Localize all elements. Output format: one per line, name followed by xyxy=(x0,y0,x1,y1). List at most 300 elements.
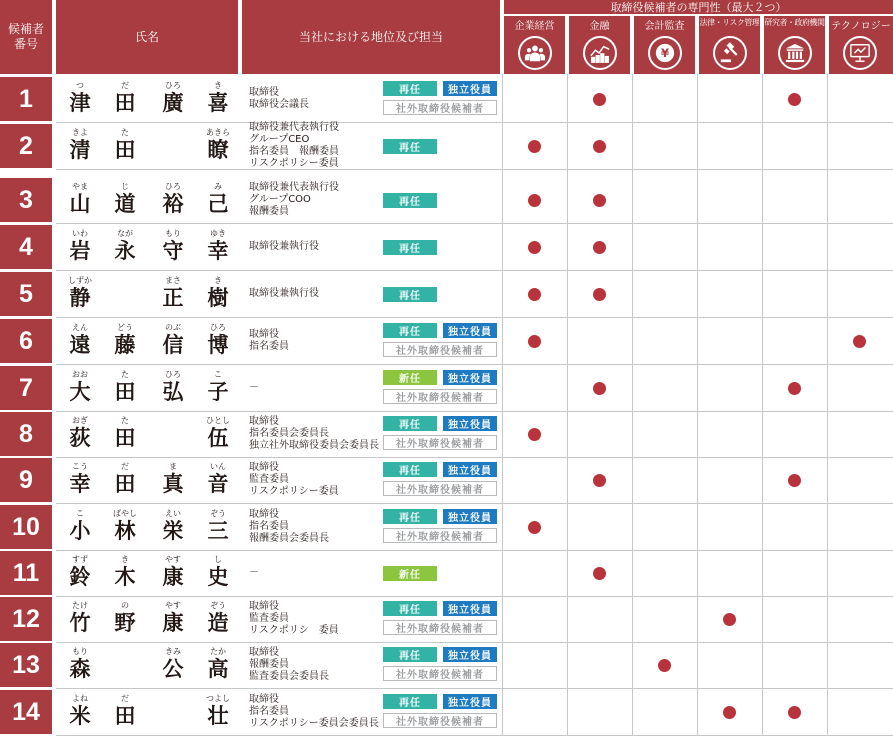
svg-text:¥: ¥ xyxy=(660,46,670,61)
name-reading: ひろ xyxy=(165,182,181,191)
name-reading: だ xyxy=(121,694,129,703)
independent-officer-badge: 独立役員 xyxy=(443,416,497,431)
name-character xyxy=(60,416,100,450)
expertise-mark xyxy=(658,659,671,672)
name-kanji: 真 xyxy=(162,472,184,496)
reappointment-badge: 再任 xyxy=(383,462,437,477)
name-reading: えん xyxy=(72,323,88,332)
expertise-mark xyxy=(528,241,541,254)
name-kanji: 大 xyxy=(69,380,91,404)
name-reading: のぶ xyxy=(165,323,181,332)
role-line: 監査委員 xyxy=(249,613,289,624)
expertise-mark xyxy=(788,93,801,106)
name-reading: じ xyxy=(121,182,129,191)
role-line: 取締役会議長 xyxy=(249,99,309,110)
column-divider xyxy=(697,74,698,736)
name-reading: やす xyxy=(165,555,181,564)
candidate-roles xyxy=(249,567,259,579)
category-label: 金融 xyxy=(589,21,610,32)
name-kanji: 康 xyxy=(162,565,184,589)
name-character xyxy=(153,601,193,635)
name-character xyxy=(105,81,145,115)
name-kanji: 史 xyxy=(207,565,229,589)
role-line: 報酬委員会委員長 xyxy=(249,533,329,544)
name-character xyxy=(105,647,145,657)
gavel-icon xyxy=(713,36,747,70)
role-line: 取締役 xyxy=(249,509,279,520)
expertise-mark xyxy=(788,382,801,395)
name-character xyxy=(105,128,145,162)
name-reading: ひろ xyxy=(210,323,226,332)
name-kanji: 遠 xyxy=(69,333,91,357)
row-divider xyxy=(56,596,893,597)
name-character xyxy=(60,276,100,310)
candidate-number: 3 xyxy=(0,178,52,222)
name-kanji: 林 xyxy=(114,519,136,543)
reappointment-badge: 再任 xyxy=(383,139,437,154)
name-reading: た xyxy=(121,128,129,137)
name-reading: ぞう xyxy=(210,601,226,610)
name-character xyxy=(198,323,238,357)
outside-director-badge: 社外取締役候補者 xyxy=(383,620,497,635)
row-divider xyxy=(56,550,893,551)
header-category xyxy=(634,16,695,74)
candidate-roles xyxy=(249,601,339,637)
candidate-roles xyxy=(249,87,309,111)
reappointment-badge: 再任 xyxy=(383,647,437,662)
candidate-roles xyxy=(249,241,319,253)
name-reading: き xyxy=(214,81,222,90)
candidate-number: 2 xyxy=(0,124,52,168)
name-kanji: 幸 xyxy=(69,472,91,496)
expertise-mark xyxy=(593,140,606,153)
role-line: 監査委員 xyxy=(249,474,289,485)
name-reading: いわ xyxy=(72,229,88,238)
name-character xyxy=(198,462,238,496)
row-divider xyxy=(56,457,893,458)
name-character xyxy=(105,276,145,286)
expertise-mark xyxy=(593,382,606,395)
name-kanji: 野 xyxy=(114,611,136,635)
name-kanji: 音 xyxy=(207,472,229,496)
name-character xyxy=(105,323,145,357)
name-character xyxy=(60,694,100,728)
role-line: 指名委員 報酬委員 xyxy=(249,146,339,157)
name-character xyxy=(153,128,193,138)
name-kanji: 田 xyxy=(114,472,136,496)
candidate-name xyxy=(56,370,238,410)
name-character xyxy=(105,370,145,404)
name-reading: ゆき xyxy=(210,229,226,238)
name-character xyxy=(153,323,193,357)
row-divider xyxy=(56,317,893,318)
name-character xyxy=(198,128,238,162)
outside-director-badge: 社外取締役候補者 xyxy=(383,528,497,543)
people-icon xyxy=(518,36,552,70)
name-kanji: 三 xyxy=(207,519,229,543)
expertise-mark xyxy=(593,194,606,207)
name-reading: あきら xyxy=(206,128,230,137)
name-character xyxy=(60,182,100,216)
expertise-mark xyxy=(593,93,606,106)
name-character xyxy=(105,229,145,263)
name-kanji: 喜 xyxy=(207,91,229,115)
outside-director-badge: 社外取締役候補者 xyxy=(383,100,497,115)
reappointment-badge: 再任 xyxy=(383,323,437,338)
name-character xyxy=(198,81,238,115)
name-character xyxy=(60,229,100,263)
name-kanji: 瞭 xyxy=(207,138,229,162)
expertise-mark xyxy=(528,428,541,441)
reappointment-badge: 再任 xyxy=(383,416,437,431)
outside-director-badge: 社外取締役候補者 xyxy=(383,666,497,681)
role-line: 取締役兼代表執行役 xyxy=(249,122,339,133)
reappointment-badge: 再任 xyxy=(383,81,437,96)
candidate-number: 13 xyxy=(0,643,52,687)
name-reading: ま xyxy=(169,462,177,471)
role-line: 独立社外取締役委員会委員長 xyxy=(249,440,379,451)
name-kanji: 己 xyxy=(207,192,229,216)
candidate-roles xyxy=(249,509,329,545)
expertise-title: 取締役候補者の専門性（最大２つ） xyxy=(610,1,787,14)
name-character xyxy=(105,182,145,216)
new-appointment-badge: 新任 xyxy=(383,566,437,581)
name-character xyxy=(198,182,238,216)
name-kanji: 木 xyxy=(114,565,136,589)
name-reading: の xyxy=(121,601,129,610)
name-kanji: 守 xyxy=(162,239,184,263)
name-character xyxy=(198,276,238,310)
header-number-line1: 候補者 xyxy=(7,22,44,36)
name-character xyxy=(198,509,238,543)
candidate-roles xyxy=(249,694,379,730)
name-kanji: 康 xyxy=(162,611,184,635)
role-line: 取締役 xyxy=(249,87,279,98)
name-kanji: 伍 xyxy=(207,426,229,450)
name-kanji: 裕 xyxy=(162,192,184,216)
role-line: 取締役兼執行役 xyxy=(249,241,319,252)
name-kanji: 栄 xyxy=(162,519,184,543)
name-character xyxy=(60,128,100,162)
header-category xyxy=(569,16,630,74)
yen-icon xyxy=(648,36,682,70)
category-label: 法律・リスク管理 xyxy=(699,18,760,27)
candidate-roles xyxy=(249,462,339,498)
row-divider xyxy=(56,223,893,224)
name-reading: ばやし xyxy=(113,509,137,518)
candidate-number: 5 xyxy=(0,272,52,316)
expertise-mark xyxy=(853,335,866,348)
candidate-number: 8 xyxy=(0,412,52,456)
candidate-name xyxy=(56,694,238,734)
name-reading: おお xyxy=(72,370,88,379)
header-number xyxy=(0,0,52,74)
role-line: グループCOO xyxy=(249,194,311,205)
candidate-name xyxy=(56,462,238,502)
name-kanji: 田 xyxy=(114,380,136,404)
name-reading: ひろ xyxy=(165,81,181,90)
name-reading: やす xyxy=(165,601,181,610)
name-reading: たけ xyxy=(72,601,88,610)
name-reading: しずか xyxy=(68,276,92,285)
independent-officer-badge: 独立役員 xyxy=(443,370,497,385)
name-reading: み xyxy=(214,182,222,191)
role-line: 取締役 xyxy=(249,462,279,473)
candidate-number: 6 xyxy=(0,319,52,363)
expertise-mark xyxy=(788,474,801,487)
row-divider xyxy=(56,169,893,170)
finance-chart-icon xyxy=(583,36,617,70)
name-kanji: 信 xyxy=(162,333,184,357)
name-reading: もり xyxy=(72,647,88,656)
name-character xyxy=(105,462,145,496)
role-line: 取締役 xyxy=(249,601,279,612)
candidate-name xyxy=(56,555,238,595)
category-label: 企業経営 xyxy=(514,21,555,32)
header-category xyxy=(504,16,565,74)
expertise-mark xyxy=(593,474,606,487)
name-kanji: 永 xyxy=(114,239,136,263)
candidate-number: 1 xyxy=(0,77,52,121)
row-divider xyxy=(56,503,893,504)
role-line: グループCEO xyxy=(249,134,310,145)
expertise-mark xyxy=(723,706,736,719)
name-character xyxy=(60,647,100,681)
name-character xyxy=(198,555,238,589)
role-line: 報酬委員 xyxy=(249,206,289,217)
independent-officer-badge: 独立役員 xyxy=(443,601,497,616)
role-line: 取締役 xyxy=(249,647,279,658)
expertise-mark xyxy=(528,335,541,348)
name-reading: き xyxy=(121,555,129,564)
name-kanji: 藤 xyxy=(114,333,136,357)
name-kanji: 清 xyxy=(69,138,91,162)
header-name-label: 氏名 xyxy=(134,29,159,44)
name-character xyxy=(153,694,193,704)
name-character xyxy=(60,81,100,115)
name-character xyxy=(198,416,238,450)
role-line: － xyxy=(249,382,259,393)
reappointment-badge: 再任 xyxy=(383,240,437,255)
category-label: 研究者・政府機関 xyxy=(764,18,825,27)
name-reading xyxy=(105,647,145,657)
candidate-name xyxy=(56,81,238,121)
name-kanji: 博 xyxy=(207,333,229,357)
name-character xyxy=(153,647,193,681)
name-reading: つよし xyxy=(206,694,230,703)
row-divider xyxy=(56,688,893,689)
row-divider xyxy=(56,411,893,412)
name-character xyxy=(153,416,193,426)
name-reading: ひとし xyxy=(206,416,230,425)
outside-director-badge: 社外取締役候補者 xyxy=(383,435,497,450)
name-reading: まさ xyxy=(165,276,181,285)
name-reading: いん xyxy=(210,462,226,471)
role-line: － xyxy=(249,567,259,578)
name-character xyxy=(105,555,145,589)
name-reading: どう xyxy=(117,323,133,332)
name-character xyxy=(60,370,100,404)
name-character xyxy=(153,229,193,263)
independent-officer-badge: 独立役員 xyxy=(443,462,497,477)
role-line: 取締役 xyxy=(249,694,279,705)
name-character xyxy=(153,462,193,496)
name-reading: よね xyxy=(72,694,88,703)
expertise-mark xyxy=(593,567,606,580)
name-kanji: 荻 xyxy=(69,426,91,450)
outside-director-badge: 社外取締役候補者 xyxy=(383,342,497,357)
name-reading: た xyxy=(121,370,129,379)
expertise-mark xyxy=(528,288,541,301)
name-reading: すず xyxy=(71,555,89,564)
role-line: 報酬委員 xyxy=(249,659,289,670)
name-character xyxy=(198,229,238,263)
candidate-name xyxy=(56,323,238,363)
candidate-number: 9 xyxy=(0,458,52,502)
reappointment-badge: 再任 xyxy=(383,601,437,616)
independent-officer-badge: 独立役員 xyxy=(443,647,497,662)
column-divider xyxy=(762,74,763,736)
name-character xyxy=(153,555,193,589)
expertise-mark xyxy=(528,521,541,534)
name-kanji: 田 xyxy=(114,138,136,162)
column-divider xyxy=(502,74,503,736)
independent-officer-badge: 独立役員 xyxy=(443,694,497,709)
header-category xyxy=(764,16,825,74)
name-character xyxy=(105,694,145,728)
expertise-mark xyxy=(788,706,801,719)
role-line: 取締役 xyxy=(249,329,279,340)
name-reading: きよ xyxy=(72,128,88,137)
name-reading: おぎ xyxy=(72,416,88,425)
name-kanji: 津 xyxy=(69,91,91,115)
name-kanji: 小 xyxy=(69,519,91,543)
header-position-label: 当社における地位及び担当 xyxy=(298,29,443,44)
independent-officer-badge: 独立役員 xyxy=(443,323,497,338)
role-line: 取締役 xyxy=(249,416,279,427)
name-kanji: 幸 xyxy=(207,239,229,263)
name-reading xyxy=(153,128,193,138)
column-divider xyxy=(632,74,633,736)
name-character xyxy=(153,370,193,404)
name-character xyxy=(60,323,100,357)
candidate-number: 10 xyxy=(0,505,52,549)
name-reading xyxy=(153,416,193,426)
name-kanji: 壮 xyxy=(207,704,229,728)
computer-icon xyxy=(843,36,877,70)
name-reading: た xyxy=(121,416,129,425)
name-kanji: 廣 xyxy=(162,91,184,115)
name-kanji: 樹 xyxy=(207,286,229,310)
government-building-icon xyxy=(778,36,812,70)
role-line: 指名委員 xyxy=(249,521,289,532)
header-expertise-title xyxy=(504,0,893,14)
name-kanji: 森 xyxy=(69,657,91,681)
name-reading: えい xyxy=(165,509,181,518)
row-divider xyxy=(56,642,893,643)
candidate-name xyxy=(56,128,238,168)
outside-director-badge: 社外取締役候補者 xyxy=(383,481,497,496)
name-reading: だ xyxy=(121,81,129,90)
role-line: 指名委員会委員長 xyxy=(249,428,329,439)
name-reading: ぞう xyxy=(210,509,226,518)
candidate-roles xyxy=(249,182,339,218)
expertise-mark xyxy=(593,288,606,301)
reappointment-badge: 再任 xyxy=(383,193,437,208)
name-character xyxy=(153,81,193,115)
new-appointment-badge: 新任 xyxy=(383,370,437,385)
name-kanji: 田 xyxy=(114,91,136,115)
name-reading: やま xyxy=(72,182,88,191)
name-kanji: 山 xyxy=(69,192,91,216)
name-reading: こ xyxy=(214,370,222,379)
name-kanji: 高 xyxy=(207,657,229,681)
category-label: 会計監査 xyxy=(644,21,685,32)
candidate-roles xyxy=(249,329,289,353)
candidate-name xyxy=(56,416,238,456)
name-kanji: 米 xyxy=(69,704,91,728)
expertise-mark xyxy=(528,140,541,153)
name-kanji: 竹 xyxy=(69,611,91,635)
name-character xyxy=(60,509,100,543)
reappointment-badge: 再任 xyxy=(383,694,437,709)
candidate-roles xyxy=(249,416,379,452)
reappointment-badge: 再任 xyxy=(383,287,437,302)
name-character xyxy=(198,694,238,728)
independent-officer-badge: 独立役員 xyxy=(443,81,497,96)
name-character xyxy=(105,416,145,450)
name-reading: つ xyxy=(76,81,84,90)
name-kanji: 静 xyxy=(69,286,91,310)
candidate-name xyxy=(56,182,238,222)
header-number-line2: 番号 xyxy=(13,37,38,51)
reappointment-badge: 再任 xyxy=(383,509,437,524)
role-line: リスクポリシ 委員 xyxy=(249,625,339,636)
candidate-number: 7 xyxy=(0,366,52,410)
name-reading: ひろ xyxy=(165,370,181,379)
candidate-name xyxy=(56,509,238,549)
role-line: リスクポリシー委員会委員長 xyxy=(249,718,379,729)
name-kanji: 子 xyxy=(207,380,229,404)
name-character xyxy=(105,601,145,635)
name-reading: なが xyxy=(117,229,133,238)
name-reading: こう xyxy=(72,462,88,471)
role-line: リスクポリシー委員 xyxy=(249,486,339,497)
outside-director-badge: 社外取締役候補者 xyxy=(383,713,497,728)
name-reading: もり xyxy=(165,229,181,238)
header-category xyxy=(829,16,893,74)
header-position xyxy=(242,0,500,74)
candidate-roles xyxy=(249,647,329,683)
independent-officer-badge: 独立役員 xyxy=(443,509,497,524)
name-kanji: 造 xyxy=(207,611,229,635)
name-reading: こ xyxy=(76,509,84,518)
name-reading xyxy=(105,276,145,286)
name-character xyxy=(60,601,100,635)
name-character xyxy=(60,462,100,496)
header-name xyxy=(56,0,238,74)
expertise-mark xyxy=(528,194,541,207)
category-label: テクノロジー xyxy=(831,21,891,32)
name-kanji: 道 xyxy=(114,192,136,216)
name-character xyxy=(153,182,193,216)
candidate-number: 4 xyxy=(0,225,52,269)
name-character xyxy=(60,555,100,589)
candidate-roles xyxy=(249,288,319,300)
column-divider xyxy=(567,74,568,736)
candidate-name xyxy=(56,229,238,269)
expertise-mark xyxy=(723,613,736,626)
